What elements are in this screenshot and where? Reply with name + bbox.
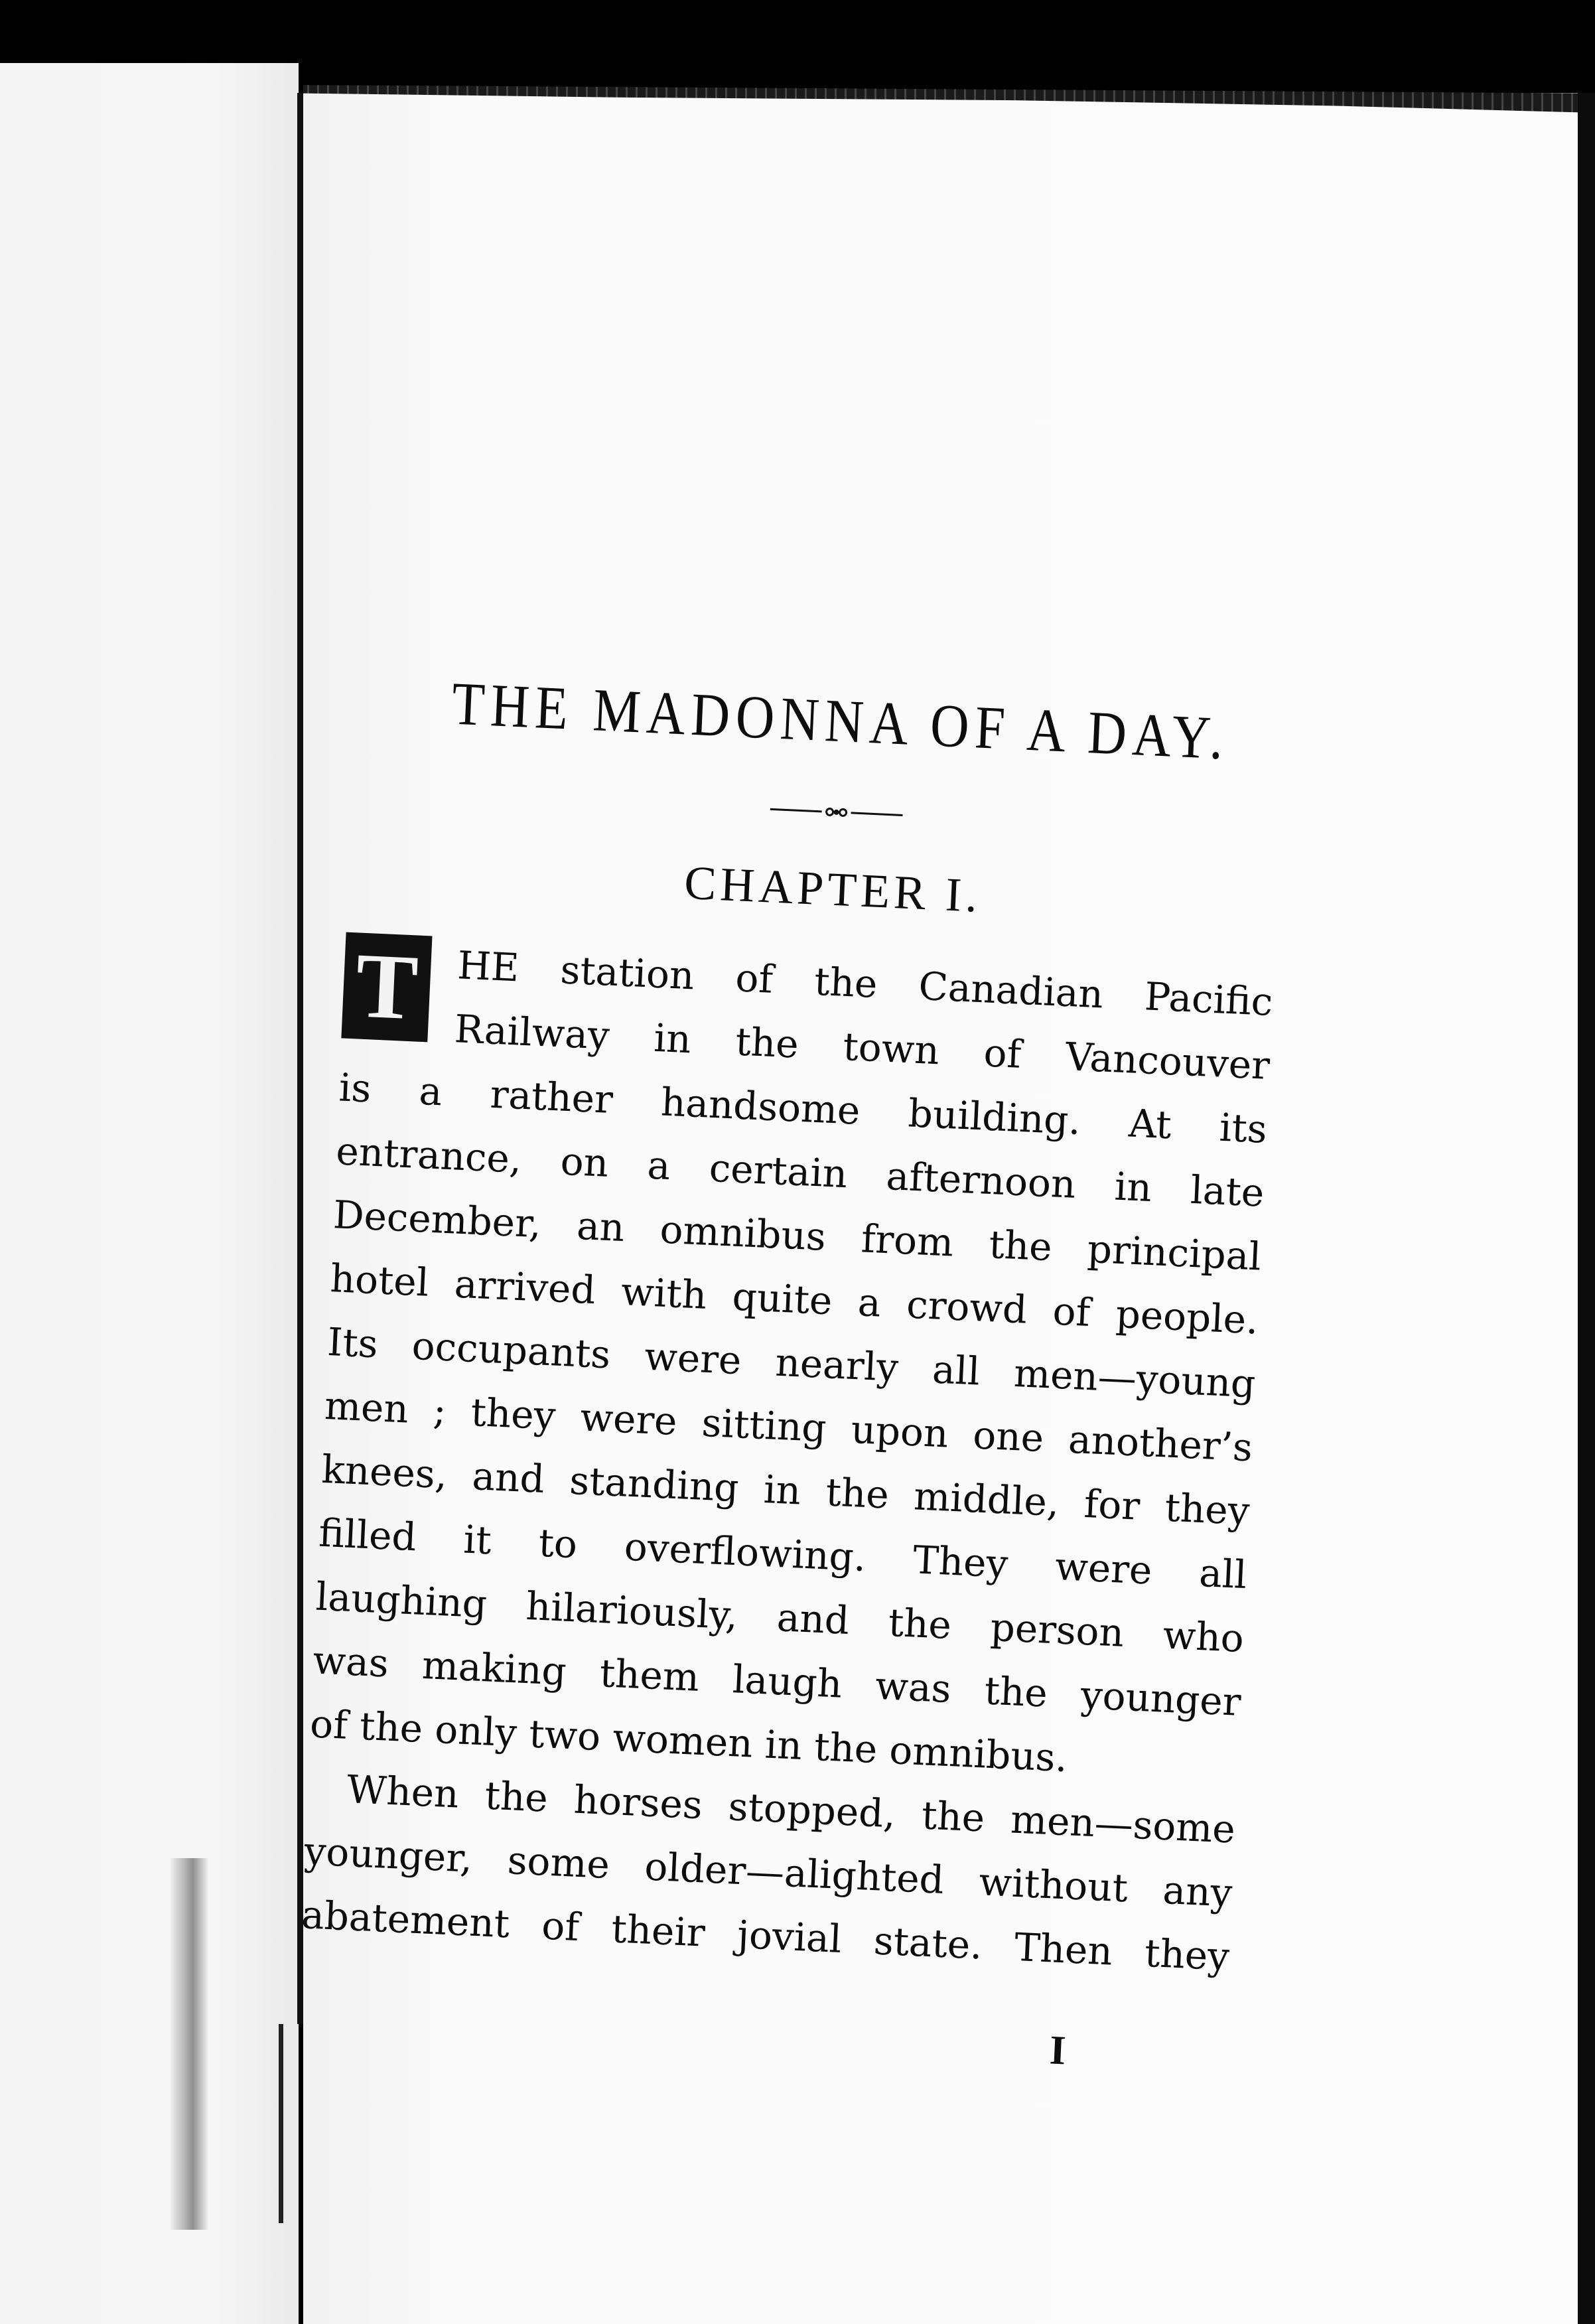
text-line: laughing hilariously, and the person who [314, 1573, 1245, 1662]
text-line: was making them laugh was the younger [312, 1637, 1242, 1725]
left-page-blank [0, 63, 299, 2324]
gutter-line-lower [279, 2024, 283, 2223]
right-page-edge [1578, 93, 1595, 2324]
drop-cap-ornament [341, 932, 432, 1043]
left-page-shadow [169, 1858, 209, 2230]
text-line: Its occupants were nearly all men—young [326, 1319, 1257, 1407]
text-line: Railway in the town of Vancouver [453, 1006, 1271, 1088]
ornament-rule-icon [770, 799, 903, 825]
text-line: HE station of the Canadian Pacific [456, 942, 1274, 1025]
drop-cap-letter: T [353, 934, 421, 1040]
text-line: December, an omnibus from the principal [332, 1192, 1263, 1279]
text-line: entrance, on a certain afternoon in late [335, 1128, 1265, 1216]
text-line: younger, some older—alighted without any [303, 1828, 1233, 1916]
page-number: I [1048, 2027, 1067, 2074]
text-line: hotel arrived with quite a crowd of people. [329, 1256, 1260, 1343]
text-line: of the only two women in the omnibus. [309, 1701, 1069, 1781]
text-line: abatement of their jovial state. Then they [300, 1892, 1231, 1980]
page-text-block [296, 664, 1326, 2084]
text-line: When the horses stopped, the men—some [346, 1767, 1237, 1852]
book-title: THE MADONNA OF A DAY. [450, 669, 1231, 772]
text-line: filled it to overflowing. They were all [317, 1510, 1248, 1598]
text-line: is a rather handsome building. At its [338, 1064, 1269, 1152]
text-line: knees, and standing in the middle, for they [320, 1446, 1251, 1534]
text-line: men ; they were sitting upon one another’s [323, 1382, 1254, 1471]
gutter-line [297, 93, 303, 2024]
chapter-heading: CHAPTER I. [683, 855, 983, 922]
opening-paragraph [309, 928, 1314, 1800]
